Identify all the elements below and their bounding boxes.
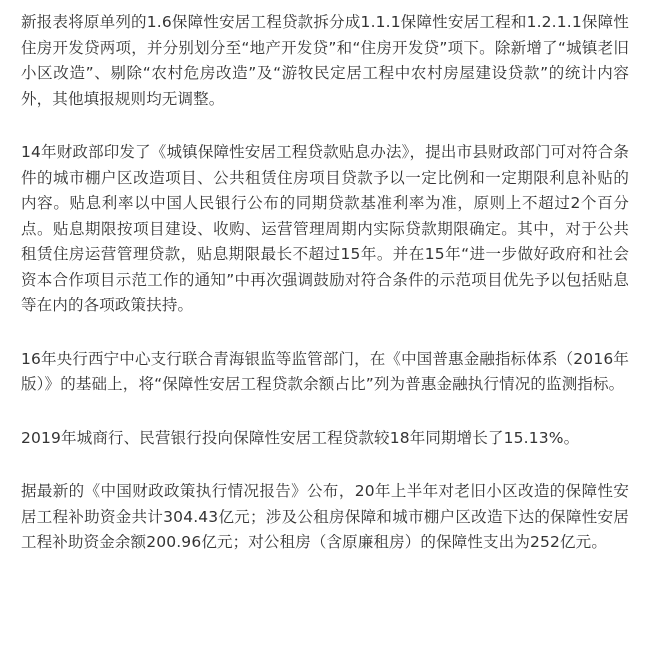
paragraph-report-restructure: 新报表将原单列的1.6保障性安居工程贷款拆分成1.1.1保障性安居工程和1.2.1.1保障性住房开发贷两项，并分别划分至“地产开发贷”和“住房开发贷”项下。除新增了“城镇老旧小区改造”、剔除“农村危房改造”及“游牧民定居工程中农村房屋建设贷款”的统计内容外，其他填报规则均无调整。 xyxy=(21,13,629,108)
paragraph-interest-subsidy: 14年财政部印发了《城镇保障性安居工程贷款贴息办法》，提出市县财政部门可对符合条件的城市棚户区改造项目、公共租赁住房项目贷款予以一定比例和一定期限利息补贴的内容。贴息利率以中国人民银行公布的同期贷款基准利率为准，原则上不超过2个百分点。贴息期限按项目建设、收购、运营管理周期内实际贷款期限确定。其中，对于公共租赁住房运营管理贷款，贴息期限最长不超过15年。并在15年“进一步做好政府和社会资本合作项目示范工作的通知”中再次强调鼓励对符合条件的示范项目优先予以包括贴息等在内的各项政策扶持。 xyxy=(21,143,629,314)
article-body xyxy=(21,10,629,556)
paragraph-inclusive-finance-index: 16年央行西宁中心支行联合青海银监等监管部门，在《中国普惠金融指标体系（2016年版）》的基础上，将“保障性安居工程贷款余额占比”列为普惠金融执行情况的监测指标。 xyxy=(21,349,629,393)
paragraph-loan-growth: 2019年城商行、民营银行投向保障性安居工程贷款较18年同期增长了15.13%。 xyxy=(21,428,580,447)
paragraph-fiscal-report: 据最新的《中国财政政策执行情况报告》公布，20年上半年对老旧小区改造的保障性安居工程补助资金共计304.43亿元；涉及公租房保障和城市棚户区改造下达的保障性安居工程补助资金余额200.96亿元；对公租房（含原廉租房）的保障性支出为252亿元。 xyxy=(21,482,629,551)
